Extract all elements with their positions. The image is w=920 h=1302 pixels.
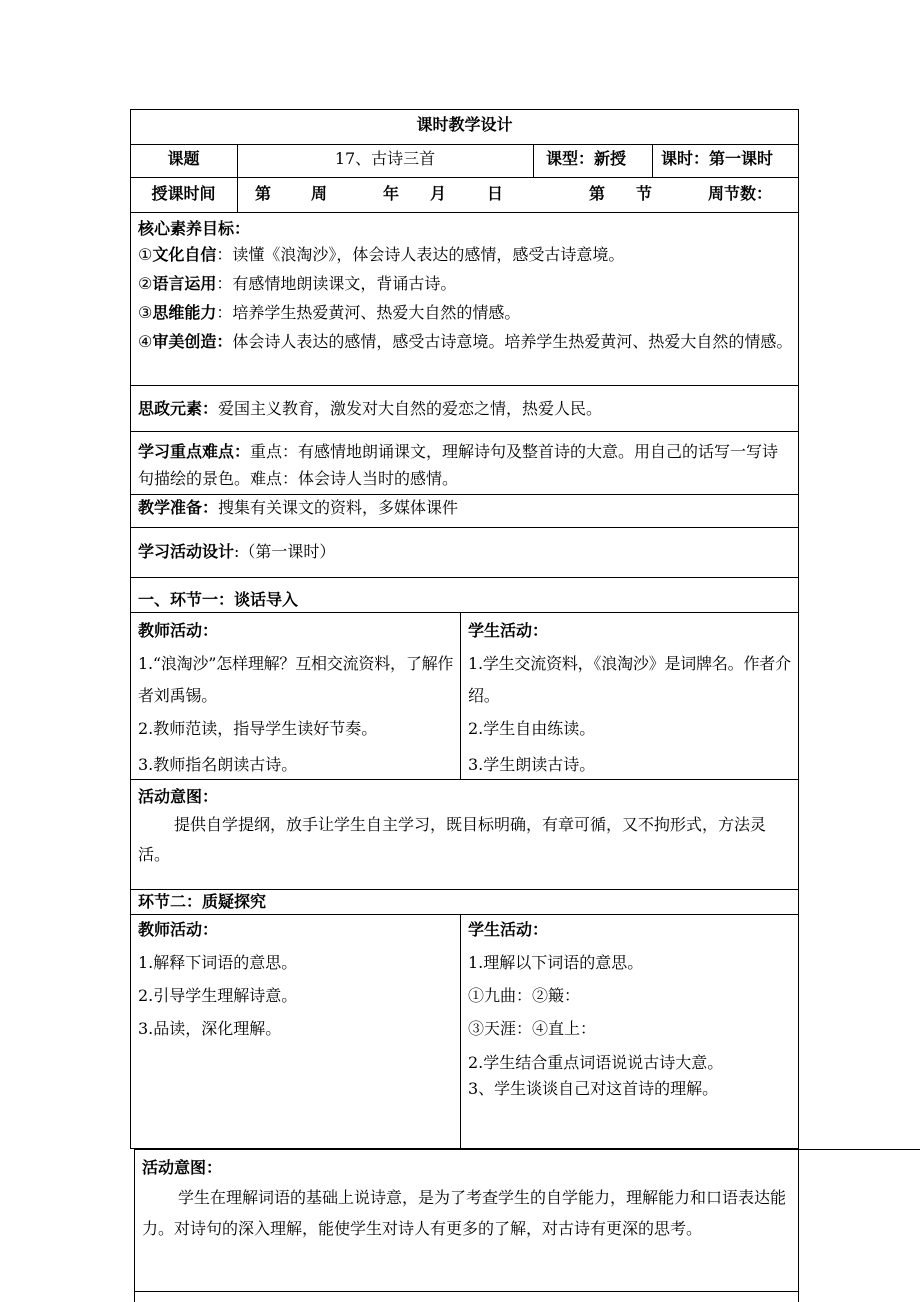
section1-intent-text: 提供自学提纲，放手让学生自主学习，既目标明确，有章可循，又不拘形式，方法灵活。	[138, 815, 767, 864]
grid-line	[134, 1149, 135, 1302]
time-field-section: 节	[636, 184, 653, 203]
goal-marker: ③	[138, 303, 153, 322]
goal-text: ：读懂《浪淘沙》，体会诗人表达的感情，感受古诗意境。	[216, 245, 625, 264]
topic-label: 课题	[167, 149, 200, 168]
grid-line	[130, 212, 799, 213]
goal-item	[138, 271, 456, 297]
teacher-item: 2.教师范读，指导学生读好节奏。	[138, 719, 378, 738]
time-field-weekly-count: 周节数：	[708, 184, 773, 203]
ideology-text: 爱国主义教育，激发对大自然的爱恋之情，热爱人民。	[218, 399, 603, 418]
teacher-item: 3.品读，深化理解。	[138, 1019, 282, 1038]
student-item: 1.学生交流资料，《浪淘沙》是词牌名。作者介绍。	[468, 654, 791, 705]
student-item: 3.学生朗读古诗。	[468, 755, 596, 774]
time-field-month: 月	[430, 184, 447, 203]
grid-line	[533, 144, 534, 177]
goal-text: ：培养学生热爱黄河、热爱大自然的情感。	[216, 303, 521, 322]
activity-design-row	[138, 539, 335, 565]
grid-line	[652, 144, 653, 177]
grid-line	[460, 914, 461, 1148]
grid-line	[460, 612, 461, 779]
goal-text: 体会诗人表达的感情，感受古诗意境。培养学生热爱黄河、热爱大自然的情感。	[232, 332, 793, 351]
course-type	[546, 146, 626, 172]
goal-marker: ②	[138, 274, 153, 293]
section2-title: 环节二：质疑探究	[138, 892, 267, 911]
grid-line	[134, 1291, 798, 1292]
grid-line	[798, 1149, 799, 1302]
grid-line	[130, 779, 799, 780]
grid-line	[130, 144, 799, 145]
keypoints-row	[138, 438, 793, 492]
grid-line	[130, 527, 799, 528]
student-item: 2.学生结合重点词语说说古诗大意。	[468, 1053, 724, 1072]
time-field-week-prefix: 第	[255, 184, 272, 203]
student-item: 3、学生谈谈自己对这首诗的理解。	[468, 1079, 719, 1098]
preparation-row	[138, 495, 458, 521]
ideology-label: 思政元素：	[138, 399, 219, 418]
topic-value: 17、古诗三首	[334, 149, 436, 168]
time-field-year: 年	[383, 184, 400, 203]
section2-intent-label: 活动意图：	[142, 1158, 223, 1177]
grid-line	[130, 577, 799, 578]
goal-text: ：有感情地朗读课文，背诵古诗。	[216, 274, 457, 293]
section1-title: 一、环节一：谈话导入	[138, 590, 299, 609]
teacher-item: 1.解释下词语的意思。	[138, 953, 298, 972]
section2-student-label: 学生活动：	[468, 920, 549, 939]
activity-design-text: :（第一课时）	[234, 542, 336, 561]
time-label: 授课时间	[151, 184, 216, 203]
keypoints-label: 学习重点难点：	[138, 442, 251, 461]
goal-marker: ④	[138, 332, 153, 351]
page-title: 课时教学设计	[416, 115, 513, 134]
time-field-day: 日	[487, 184, 504, 203]
teacher-item: 3.教师指名朗读古诗。	[138, 755, 298, 774]
goal-label: 文化自信	[152, 245, 217, 264]
section1-teacher-label: 教师活动：	[138, 621, 219, 640]
student-item: 1.理解以下词语的意思。	[468, 953, 644, 972]
goal-label: 思维能力	[152, 303, 217, 322]
goal-marker: ①	[138, 245, 153, 264]
student-item: ①九曲：②簸：	[468, 986, 581, 1005]
ideology-row	[138, 396, 602, 422]
teacher-item: 2.引导学生理解诗意。	[138, 986, 298, 1005]
keypoints-text: 重点：有感情地朗诵课文，理解诗句及整首诗的大意。用自己的话写一写诗句描绘的景色。难点：体会诗人当时的感情。	[138, 442, 779, 488]
teacher-item: 1.“浪淘沙”怎样理解？互相交流资料，了解作者刘禹锡。	[138, 654, 454, 705]
goal-item	[138, 242, 624, 268]
goal-item	[138, 328, 793, 356]
grid-line	[130, 431, 799, 432]
section2-teacher-label: 教师活动：	[138, 920, 219, 939]
student-item: ③天涯：④直上：	[468, 1019, 597, 1038]
type-value: 新授	[594, 149, 627, 168]
grid-line	[130, 177, 799, 178]
grid-line	[798, 109, 799, 1149]
section1-student-label: 学生活动：	[468, 621, 549, 640]
grid-line	[134, 1149, 920, 1150]
grid-line	[130, 109, 799, 110]
grid-line	[130, 109, 131, 1149]
goal-label: 语言运用	[152, 274, 217, 293]
section1-intent-label: 活动意图：	[138, 787, 219, 806]
section2-intent-text: 学生在理解词语的基础上说诗意，是为了考查学生的自学能力，理解能力和口语表达能力。对诗句的深入理解，能使学生对诗人有更多的了解，对古诗有更深的思考。	[142, 1188, 787, 1238]
preparation-text: 搜集有关课文的资料，多媒体课件	[218, 498, 459, 517]
period-label: 课时：	[661, 149, 710, 168]
type-label: 课型：	[546, 149, 595, 168]
course-period	[661, 146, 773, 172]
preparation-label: 教学准备：	[138, 498, 219, 517]
goal-item	[138, 300, 520, 326]
goals-heading: 核心素养目标：	[138, 219, 251, 238]
time-field-week: 周	[311, 184, 328, 203]
time-field-section-prefix: 第	[589, 184, 606, 203]
student-item: 2.学生自由练读。	[468, 719, 596, 738]
activity-design-label: 学习活动设计	[138, 542, 235, 561]
period-value: 第一课时	[709, 149, 774, 168]
grid-line	[130, 385, 799, 386]
goal-label: 审美创造：	[152, 332, 233, 351]
